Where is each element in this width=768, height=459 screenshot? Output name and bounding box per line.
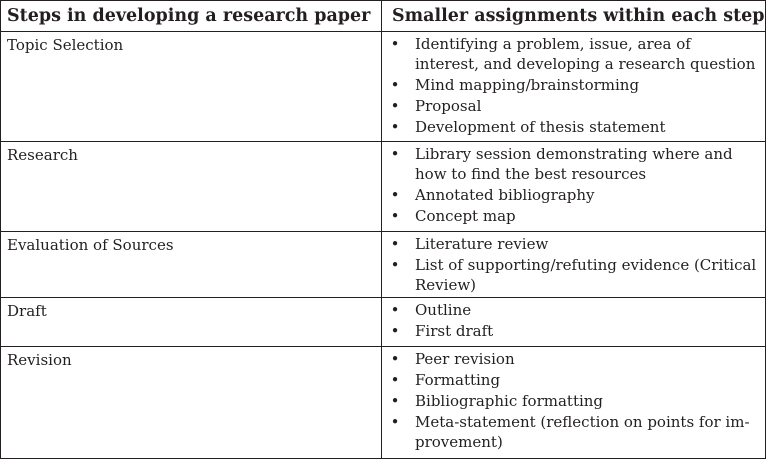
bullet-icon: • xyxy=(390,186,400,204)
list-item xyxy=(382,391,765,411)
assignment-list xyxy=(382,349,765,452)
list-item xyxy=(382,255,765,295)
assignment-list-cell xyxy=(382,32,766,142)
table-row xyxy=(1,232,766,298)
assignment-list-cell xyxy=(382,142,766,232)
list-item-text: List of supporting/refuting evidence (Critical Review) xyxy=(415,256,757,294)
list-item xyxy=(382,300,765,320)
bullet-icon: • xyxy=(390,392,400,410)
bullet-icon: • xyxy=(390,301,400,319)
header-row xyxy=(1,1,766,32)
list-item-text: Meta-statement (reflection on points for im-provement) xyxy=(415,413,750,451)
list-item xyxy=(382,117,765,137)
list-item-text: Peer revision xyxy=(415,350,515,368)
table-row xyxy=(1,32,766,142)
list-item-text: Outline xyxy=(415,301,472,319)
list-item-text: Library session demonstrating where and how to find the best resources xyxy=(415,145,733,183)
list-item-text: Identifying a problem, issue, area of interest, and developing a research question xyxy=(415,35,756,73)
list-item-text: Bibliographic formatting xyxy=(415,392,604,410)
bullet-icon: • xyxy=(390,118,400,136)
header-assignments: Smaller assignments within each step xyxy=(382,1,766,32)
list-item xyxy=(382,185,765,205)
list-item-text: Annotated bibliography xyxy=(415,186,595,204)
list-item xyxy=(382,412,765,452)
list-item xyxy=(382,370,765,390)
list-item-text: Literature review xyxy=(415,235,549,253)
list-item xyxy=(382,349,765,369)
table-row xyxy=(1,142,766,232)
assignment-list-cell xyxy=(382,347,766,459)
list-item xyxy=(382,144,765,184)
list-item xyxy=(382,234,765,254)
list-item xyxy=(382,206,765,226)
assignment-list xyxy=(382,234,765,295)
list-item-text: Concept map xyxy=(415,207,516,225)
list-item xyxy=(382,321,765,341)
list-item xyxy=(382,96,765,116)
bullet-icon: • xyxy=(390,35,400,53)
bullet-icon: • xyxy=(390,207,400,225)
list-item-text: Proposal xyxy=(415,97,482,115)
assignment-list xyxy=(382,300,765,341)
list-item xyxy=(382,34,765,74)
step-name: Research xyxy=(1,142,382,232)
header-steps: Steps in developing a research paper xyxy=(1,1,382,32)
step-name: Evaluation of Sources xyxy=(1,232,382,298)
bullet-icon: • xyxy=(390,76,400,94)
bullet-icon: • xyxy=(390,322,400,340)
bullet-icon: • xyxy=(390,256,400,274)
list-item-text: Formatting xyxy=(415,371,501,389)
step-name: Revision xyxy=(1,347,382,459)
assignment-list-cell xyxy=(382,232,766,298)
list-item-text: Mind mapping/brainstorming xyxy=(415,76,640,94)
assignment-list xyxy=(382,34,765,137)
assignment-list xyxy=(382,144,765,226)
assignment-list-cell xyxy=(382,298,766,347)
bullet-icon: • xyxy=(390,97,400,115)
bullet-icon: • xyxy=(390,145,400,163)
bullet-icon: • xyxy=(390,371,400,389)
list-item-text: First draft xyxy=(415,322,494,340)
step-name: Draft xyxy=(1,298,382,347)
list-item-text: Development of thesis statement xyxy=(415,118,666,136)
list-item xyxy=(382,75,765,95)
table-row xyxy=(1,347,766,459)
bullet-icon: • xyxy=(390,350,400,368)
table-row xyxy=(1,298,766,347)
bullet-icon: • xyxy=(390,235,400,253)
bullet-icon: • xyxy=(390,413,400,431)
step-name: Topic Selection xyxy=(1,32,382,142)
